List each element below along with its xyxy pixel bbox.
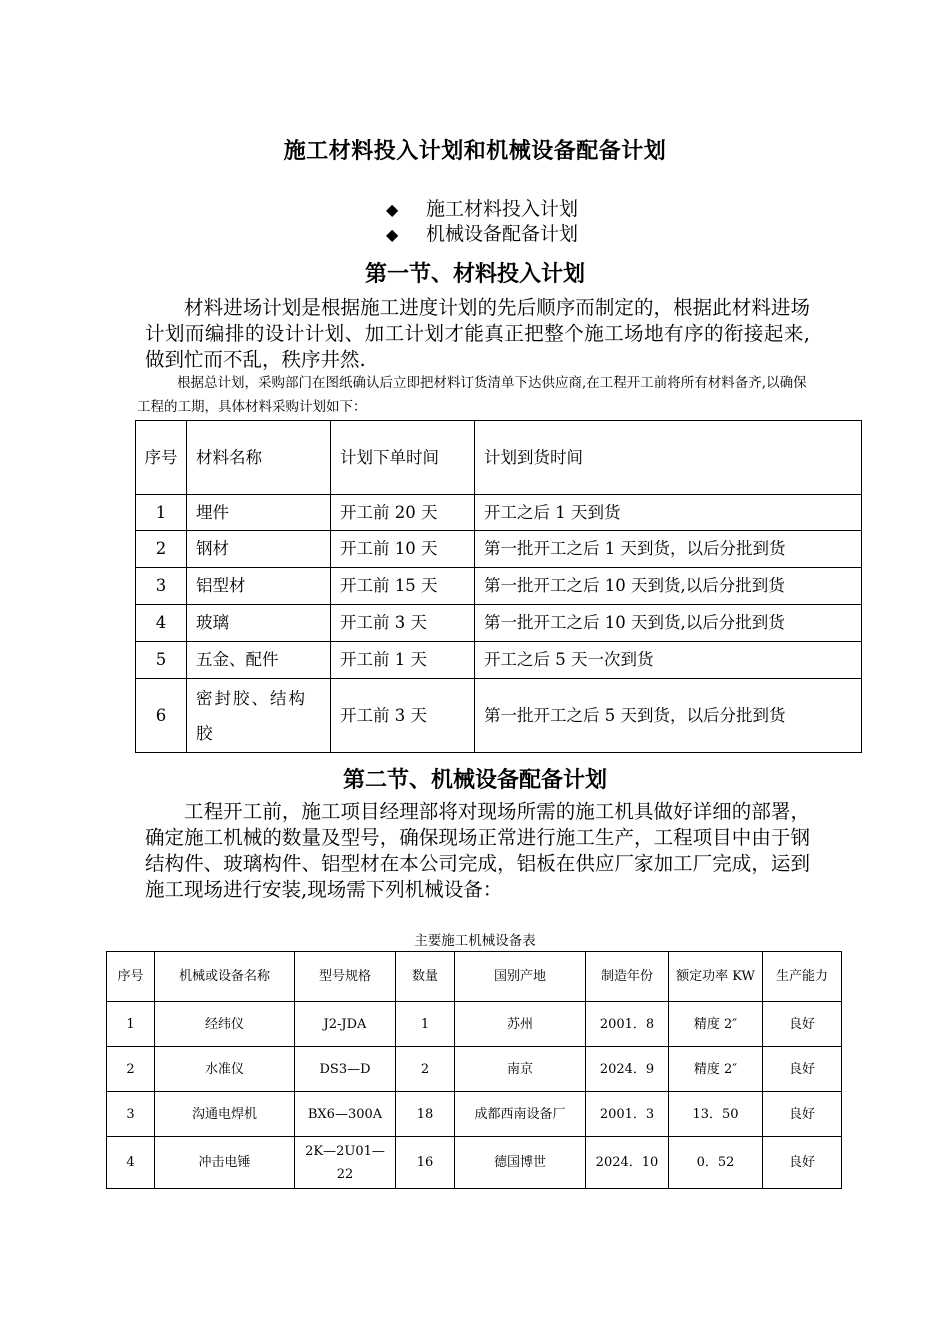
page-title: 施工材料投入计划和机械设备配备计划: [283, 138, 667, 164]
bullet-text: 机械设备配备计划: [426, 223, 579, 245]
table-cell: 第一批开工之后 1 天到货，以后分批到货: [475, 531, 862, 568]
table-row: [107, 1137, 842, 1189]
table-cell: 2001．8: [586, 1002, 669, 1047]
table-cell: 苏州: [455, 1002, 586, 1047]
table-cell: 2001．3: [586, 1092, 669, 1137]
table-cell: 钢材: [187, 531, 331, 568]
table-cell: 南京: [455, 1047, 586, 1092]
table-cell: 2024．9: [586, 1047, 669, 1092]
table-cell: 密封胶、结构胶: [187, 679, 331, 753]
table-cell: 开工之后 5 天一次到货: [475, 642, 862, 679]
table-cell: 3: [136, 568, 187, 605]
table-cell: DS3—D: [295, 1047, 396, 1092]
header-cell: 国别产地: [455, 952, 586, 1002]
section1-paragraph: 材料进场计划是根据施工进度计划的先后顺序而制定的，根据此材料进场计划而编排的设计计划、加工计划才能真正把整个施工场地有序的衔接起来,做到忙而不乱，秩序井然.: [145, 296, 810, 371]
header-cell: 制造年份: [586, 952, 669, 1002]
header-cell: 计划下单时间: [331, 421, 475, 495]
table-cell: 良好: [763, 1092, 842, 1137]
section2-heading: 第二节、机械设备配备计划: [342, 767, 607, 793]
table-cell: 第一批开工之后 10 天到货,以后分批到货: [475, 568, 862, 605]
section1-note: 根据总计划，采购部门在图纸确认后立即把材料订货清单下达供应商,在工程开工前将所有材料备齐,以确保工程的工期，具体材料采购计划如下：: [137, 375, 807, 415]
diamond-bullet-icon: ◆: [386, 200, 399, 219]
header-cell: 额定功率 KW: [669, 952, 763, 1002]
table-cell: 2K—2U01—22: [295, 1137, 396, 1189]
table-cell: 1: [136, 495, 187, 531]
bullet-item: [386, 222, 578, 247]
table-cell: 1: [396, 1002, 455, 1047]
table-cell: 水准仪: [155, 1047, 295, 1092]
table-cell: 良好: [763, 1002, 842, 1047]
table-cell: 开工前 10 天: [331, 531, 475, 568]
table-cell: 6: [136, 679, 187, 753]
table-cell: 精度 2″: [669, 1002, 763, 1047]
table-cell: 1: [107, 1002, 155, 1047]
table-cell: 开工前 3 天: [331, 679, 475, 753]
table-row: [107, 1002, 842, 1047]
table-header-row: [107, 952, 842, 1002]
diamond-bullet-icon: ◆: [386, 225, 399, 244]
table-row: [136, 679, 862, 753]
table-cell: 开工前 20 天: [331, 495, 475, 531]
table-row: [136, 568, 862, 605]
table-cell: 13．50: [669, 1092, 763, 1137]
table-cell: 2: [396, 1047, 455, 1092]
table-cell: 冲击电锤: [155, 1137, 295, 1189]
table-cell: 2024．10: [586, 1137, 669, 1189]
bullet-text: 施工材料投入计划: [426, 198, 579, 220]
section2-paragraph: 工程开工前，施工项目经理部将对现场所需的施工机具做好详细的部署，确定施工机械的数量及型号，确保现场正常进行施工生产，工程项目中由于钢结构件、玻璃构件、铝型材在本公司完成，铝板在供应厂家加工厂完成，运到施工现场进行安装,现场需下列机械设备：: [145, 800, 810, 901]
table-cell: 0．52: [669, 1137, 763, 1189]
table-cell: J2-JDA: [295, 1002, 396, 1047]
table-cell: 第一批开工之后 10 天到货,以后分批到货: [475, 605, 862, 642]
table-cell: 五金、配件: [187, 642, 331, 679]
header-cell: 机械或设备名称: [155, 952, 295, 1002]
table-cell: 3: [107, 1092, 155, 1137]
table-row: [107, 1047, 842, 1092]
table-cell: 2: [107, 1047, 155, 1092]
table-row: [136, 642, 862, 679]
table-row: [136, 495, 862, 531]
table-cell: 4: [136, 605, 187, 642]
header-cell: 序号: [136, 421, 187, 495]
header-cell: 序号: [107, 952, 155, 1002]
equipment-table: [106, 951, 842, 1189]
table-cell: 成都西南设备厂: [455, 1092, 586, 1137]
table-row: [136, 531, 862, 568]
table-cell: 良好: [763, 1137, 842, 1189]
table-cell: 经纬仪: [155, 1002, 295, 1047]
table-cell: 4: [107, 1137, 155, 1189]
table-cell: 2: [136, 531, 187, 568]
header-cell: 材料名称: [187, 421, 331, 495]
table-cell: 18: [396, 1092, 455, 1137]
table-cell: 精度 2″: [669, 1047, 763, 1092]
table-cell: 开工前 1 天: [331, 642, 475, 679]
table2-caption: 主要施工机械设备表: [414, 933, 536, 949]
table-cell: 开工前 3 天: [331, 605, 475, 642]
table-cell: 开工之后 1 天到货: [475, 495, 862, 531]
table-cell: 德国博世: [455, 1137, 586, 1189]
table-row: [136, 605, 862, 642]
table-row: [107, 1092, 842, 1137]
table-cell: 16: [396, 1137, 455, 1189]
bullet-item: [386, 197, 578, 222]
table-cell: 5: [136, 642, 187, 679]
header-cell: 生产能力: [763, 952, 842, 1002]
header-cell: 计划到货时间: [475, 421, 862, 495]
section1-heading: 第一节、材料投入计划: [364, 261, 585, 287]
table-cell: 开工前 15 天: [331, 568, 475, 605]
material-plan-table: [135, 420, 862, 753]
bullet-list: [386, 197, 578, 247]
header-cell: 型号规格: [295, 952, 396, 1002]
table-cell: 第一批开工之后 5 天到货，以后分批到货: [475, 679, 862, 753]
table-cell: 沟通电焊机: [155, 1092, 295, 1137]
table-cell: 埋件: [187, 495, 331, 531]
table-cell: BX6—300A: [295, 1092, 396, 1137]
header-cell: 数量: [396, 952, 455, 1002]
table-cell: 玻璃: [187, 605, 331, 642]
table-cell: 铝型材: [187, 568, 331, 605]
table-header-row: [136, 421, 862, 495]
table-cell: 良好: [763, 1047, 842, 1092]
